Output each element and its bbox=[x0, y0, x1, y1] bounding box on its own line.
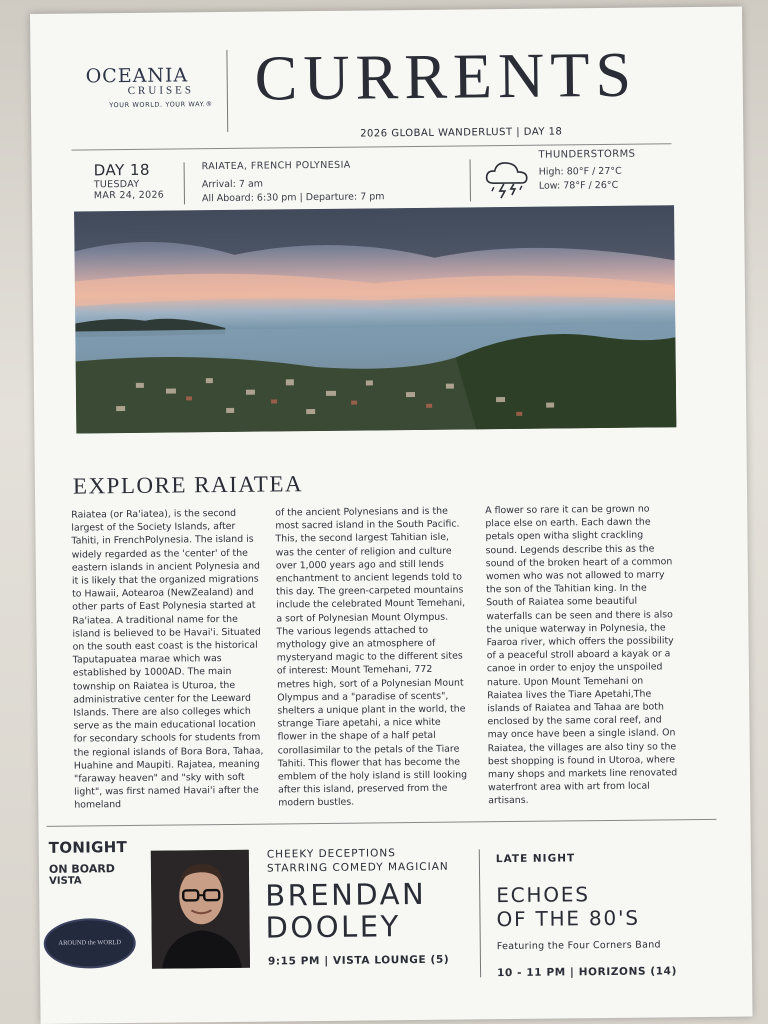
newsletter-page bbox=[30, 7, 753, 1024]
weather-high: High: 80°F / 27°C bbox=[538, 165, 622, 178]
port-info bbox=[202, 158, 385, 206]
info-divider-1 bbox=[184, 162, 185, 204]
late-night-time: 10 - 11 PM | HORIZONS (14) bbox=[497, 965, 678, 980]
all-aboard-time: All Aboard: 6:30 pm | Departure: 7 pm bbox=[201, 191, 385, 205]
late-night-title-line2: OF THE 80'S bbox=[496, 905, 640, 932]
late-night-featuring: Featuring the Four Corners Band bbox=[496, 939, 661, 953]
day-weekday: TUESDAY bbox=[93, 178, 140, 191]
day-number: DAY 18 bbox=[93, 160, 151, 180]
weather-condition: THUNDERSTORMS bbox=[538, 148, 636, 161]
raiatea-landscape-photo bbox=[74, 205, 676, 433]
day-date: MAR 24, 2026 bbox=[93, 189, 165, 202]
day-block bbox=[94, 161, 165, 202]
article-column-3 bbox=[485, 502, 678, 808]
tonight-venue-line2: VISTA bbox=[49, 875, 82, 887]
show-tag-line2: STARRING COMEDY MAGICIAN bbox=[266, 860, 449, 875]
article-column-1 bbox=[71, 507, 264, 813]
tonight-heading: TONIGHT bbox=[48, 838, 128, 857]
logo-tagline: YOUR WORLD. YOUR WAY.® bbox=[109, 100, 213, 110]
tonight-block bbox=[49, 838, 128, 887]
thunderstorm-icon bbox=[484, 157, 530, 199]
around-the-world-badge bbox=[43, 918, 136, 969]
arrival-time: Arrival: 7 am bbox=[201, 178, 264, 191]
footer-divider bbox=[479, 849, 481, 977]
logo-main-text: OCEANIA bbox=[85, 64, 189, 88]
late-night-label: LATE NIGHT bbox=[495, 852, 576, 866]
article-title: EXPLORE RAIATEA bbox=[72, 471, 304, 499]
performer-name bbox=[265, 878, 427, 944]
logo-sub-text: CRUISES bbox=[127, 84, 194, 97]
show-tag-line1: CHEEKY DECEPTIONS bbox=[266, 847, 396, 861]
weather-info bbox=[538, 148, 635, 194]
performer-photo bbox=[151, 850, 250, 969]
article-col2-text: of the ancient Polynesians and is the most sacred island in the South Pacific. This, the second largest Tahitian isle, was the center of religion and culture over 1,000 years ago and still lends enchantment to ancient legends told to this day. The green-carpeted mountains include the celebrated Mount Temehani, a sort of Polynesian Mount Olympus. The various legends attached to mythology give an atmosphere of mysteryand magic to the different sites of interest: Mount Temehani, 772 metres high, sort of a Polynesian Mount Olympus and a "paradise of scents", shelters a unique plant in the world, the strange Tiare apetahi, a nice white flower in the shape of a half petal corollasimilar to the petals of the Tiare Tahiti. This flower that has become the emblem of the holy island is still looking after this island, preserved from the modern bustles. bbox=[275, 505, 468, 809]
show-description bbox=[267, 846, 449, 876]
late-night-title bbox=[496, 882, 640, 931]
info-divider-2 bbox=[470, 159, 471, 201]
edition-line: 2026 GLOBAL WANDERLUST | DAY 18 bbox=[360, 126, 563, 140]
footer-rule bbox=[47, 819, 717, 827]
performer-first-name: BRENDAN bbox=[265, 876, 427, 913]
oceania-logo bbox=[86, 64, 236, 110]
masthead-title: CURRENTS bbox=[254, 38, 638, 114]
article-col1-text: Raiatea (or Ra'iatea), is the second largest of the Society Islands, after Tahiti, in FrenchPolynesia. The island is widely regarded as the 'center' of the eastern islands in ancient Polynesia and it is likely that the organized migrations to Hawaii, Aotearoa (NewZealand) and other parts of East Polynesia started at Ra'iatea. A traditional name for the island is believed to be Havai'i. Situated on the south east coast is the historical Taputapuatea marae which was established by 1000AD. The main township on Raiatea is Uturoa, the administrative center for the Leeward Islands. There are also colleges which serve as the main educational location for secondary schools for students from the regional islands of Bora Bora, Tahaa, Huahine and Maupiti. Rajatea, meaning "faraway heaven" and "sky with soft light", was first named Havai'i after the homeland bbox=[71, 507, 264, 812]
port-name: RAIATEA, FRENCH POLYNESIA bbox=[201, 159, 351, 173]
performer-last-name: DOOLEY bbox=[265, 909, 401, 945]
article-col3-text: A flower so rare it can be grown no place else on earth. Each dawn the petals open witha slight crackling sound. Legends describe this as the sound of the broken heart of a common women who was not allowed to marry the son of the Tahitian king. In the South of Raiatea some beautiful waterfalls can be seen and there is also the unique waterway in Polynesia, the Faaroa river, which offers the possibility of a peaceful stroll aboard a kayak or a canoe in order to enjoy the unspoiled nature. Upon Mount Temehani on Raiatea lives the Tiare Apetahi,The islands of Raiatea and Tahaa are both enclosed by the same coral reef, and may once have been a single island. On Raiatea, the villages are also tiny so the best shopping is found in Utoroa, where many shops and markets line renovated waterfront area with art from local artisans. bbox=[485, 503, 678, 807]
show-time: 9:15 PM | VISTA LOUNGE (5) bbox=[267, 953, 450, 968]
weather-low: Low: 78°F / 26°C bbox=[538, 179, 619, 192]
article-column-2 bbox=[275, 504, 468, 810]
badge-text: AROUND the WORLD bbox=[58, 939, 122, 947]
tonight-venue-line1: ON BOARD bbox=[48, 862, 115, 876]
late-night-title-line1: ECHOES bbox=[496, 882, 590, 908]
